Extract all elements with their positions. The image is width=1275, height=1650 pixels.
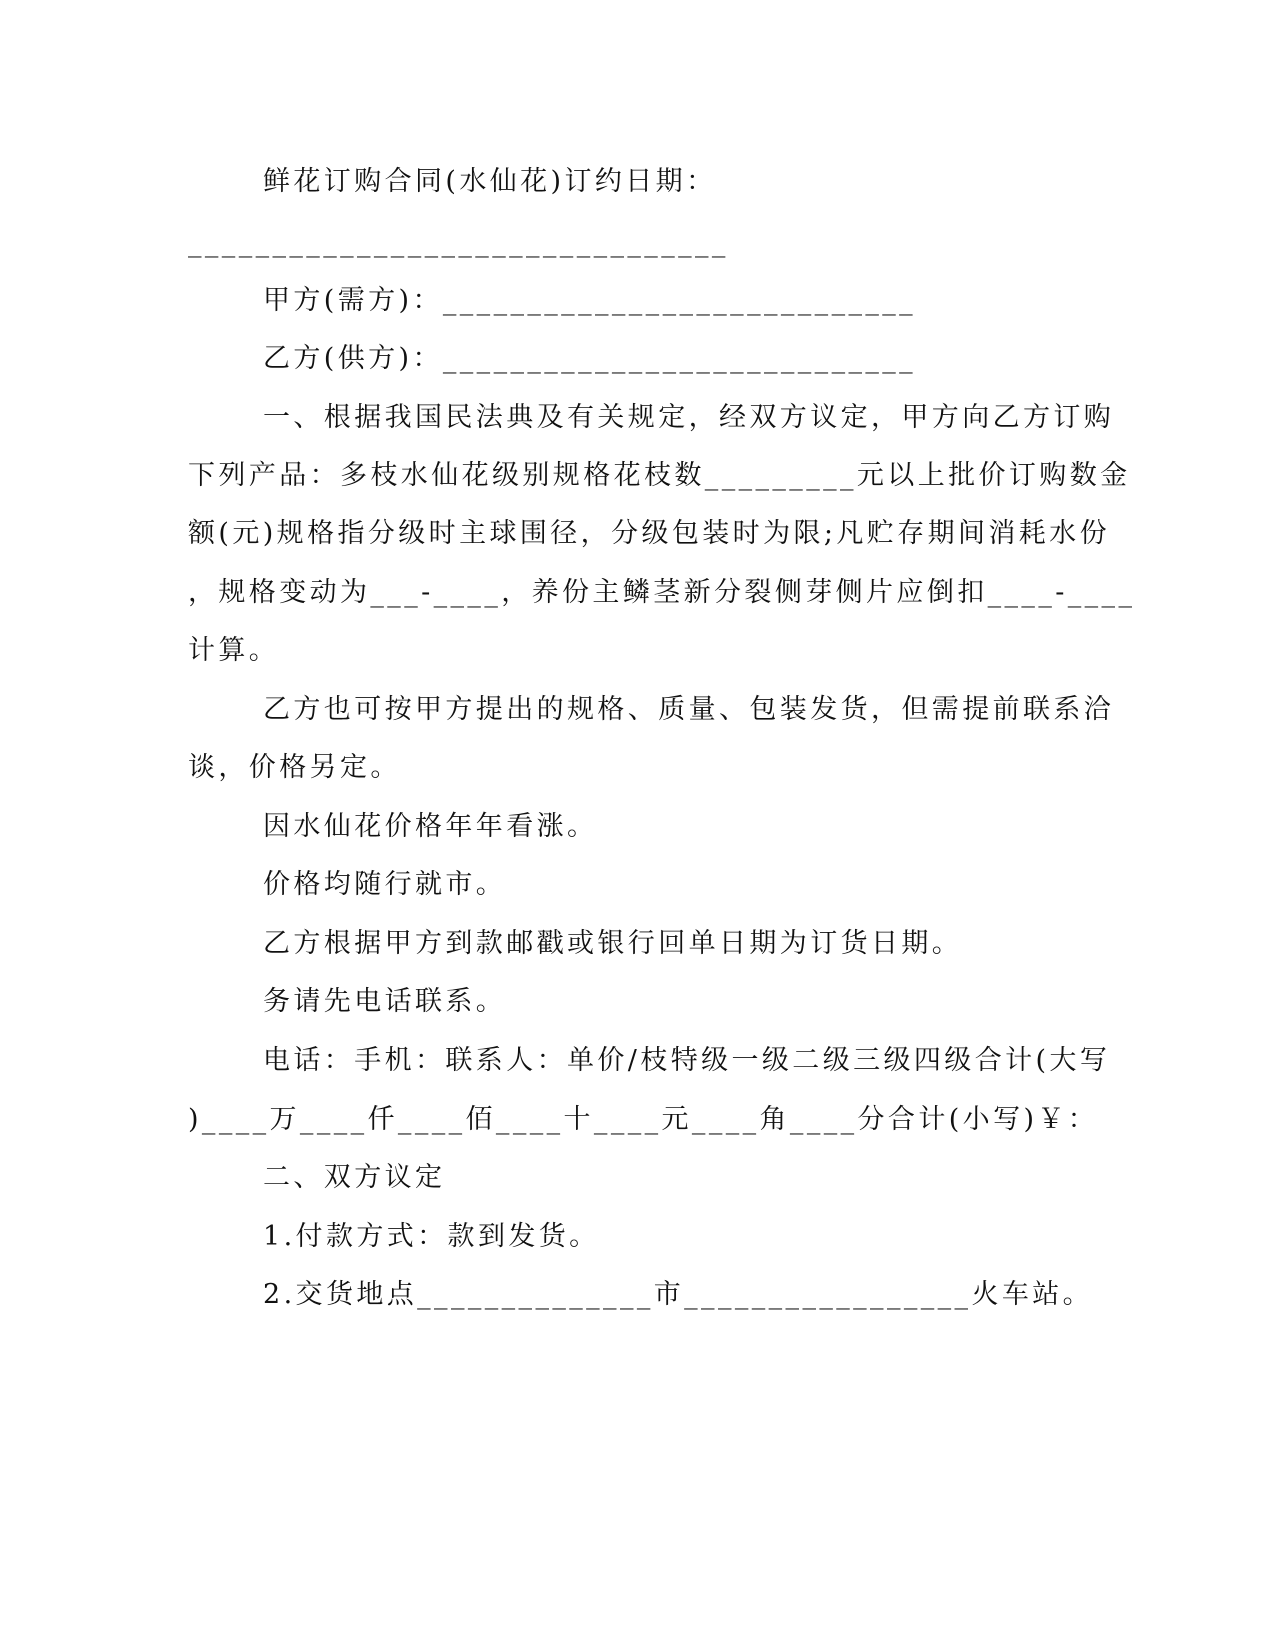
market-price-line: 价格均随行就市。	[263, 869, 507, 900]
party-b-line: 乙方(供方)：____________________________	[263, 343, 917, 374]
clause-1-paragraph-line: ，规格变动为___-____，养份主鳞茎新分裂侧芽侧片应倒扣____-____	[188, 577, 1136, 608]
order-date-line: 乙方根据甲方到款邮戳或银行回单日期为订货日期。	[263, 928, 963, 959]
clause-1-paragraph-line: 一、根据我国民法典及有关规定，经双方议定，甲方向乙方订购	[263, 402, 1115, 433]
clause-1-paragraph-line: 计算。	[188, 635, 280, 666]
delivery-location-line: 2.交货地点______________市_________________火车站。	[263, 1279, 1094, 1310]
custom-order-paragraph-line: 乙方也可按甲方提出的规格、质量、包装发货，但需提前联系洽	[263, 694, 1115, 725]
total-amount-line: )____万____仟____佰____十____元____角____分合计(小写)￥：	[188, 1104, 1099, 1135]
payment-method-line: 1.付款方式：款到发货。	[263, 1221, 600, 1252]
contract-date-blank: ________________________________	[188, 227, 729, 258]
clause-2-heading: 二、双方议定	[263, 1162, 446, 1193]
party-a-line: 甲方(需方)：____________________________	[263, 285, 917, 316]
custom-order-paragraph-line: 谈，价格另定。	[188, 752, 401, 783]
contact-price-line: 电话：手机：联系人：单价/枝特级一级二级三级四级合计(大写	[263, 1045, 1111, 1076]
price-note-line: 因水仙花价格年年看涨。	[263, 811, 598, 842]
clause-1-paragraph-line: 下列产品：多枝水仙花级别规格花枝数_________元以上批价订购数金	[188, 460, 1131, 491]
clause-1-paragraph-line: 额(元)规格指分级时主球围径，分级包装时为限;凡贮存期间消耗水份	[188, 518, 1110, 549]
contract-title-line: 鲜花订购合同(水仙花)订约日期：	[263, 166, 717, 197]
contact-note-line: 务请先电话联系。	[263, 986, 507, 1017]
